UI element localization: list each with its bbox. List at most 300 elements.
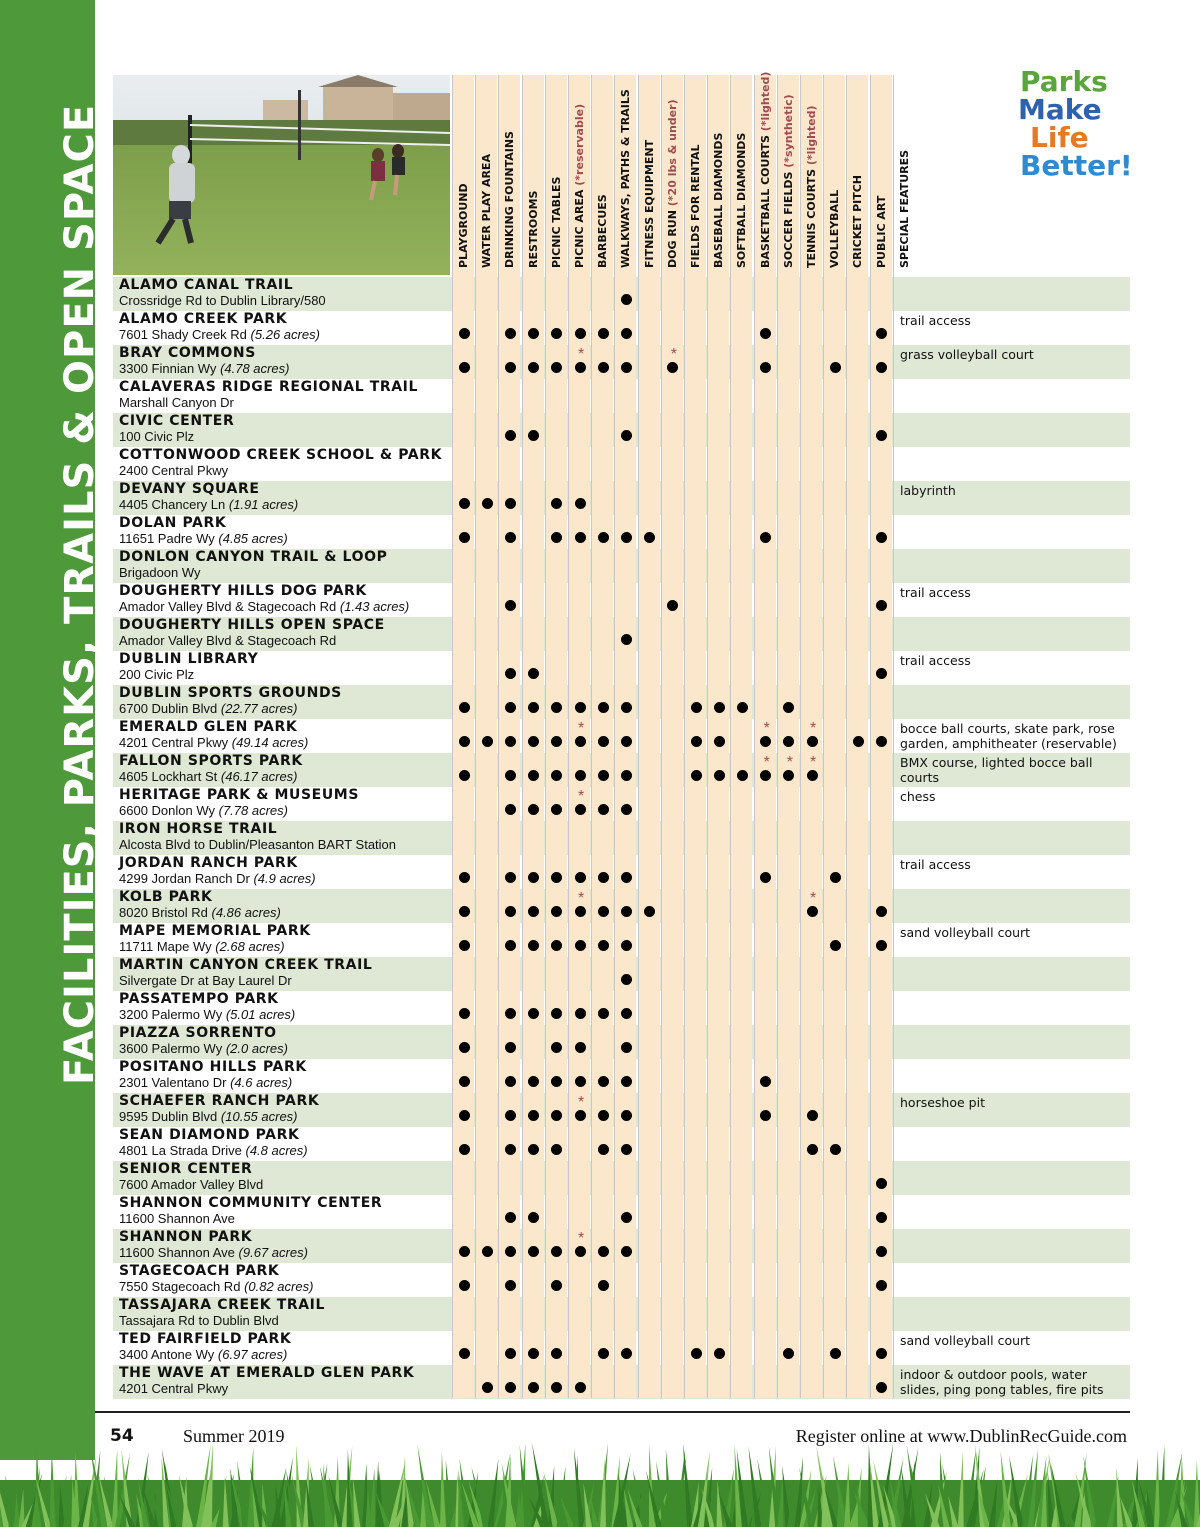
amenity-dot	[691, 770, 702, 781]
park-name: STAGECOACH PARK	[119, 1263, 280, 1279]
logo-line-make: Make	[1018, 93, 1102, 126]
amenity-dot	[505, 1110, 516, 1121]
park-acreage: (4.6 acres)	[230, 1075, 293, 1090]
column-header-label: DOG RUN	[665, 210, 679, 268]
park-name: SEAN DIAMOND PARK	[119, 1127, 300, 1143]
amenity-dot	[459, 906, 470, 917]
column-header-label: FIELDS FOR RENTAL	[689, 144, 702, 268]
amenity-dot	[459, 702, 470, 713]
amenity-dot	[598, 1348, 609, 1359]
park-street: Brigadoon Wy	[119, 565, 201, 580]
park-address	[119, 634, 336, 648]
amenity-dot	[621, 1212, 632, 1223]
logo-line-better: Better!	[1020, 149, 1133, 182]
amenity-dot	[575, 770, 586, 781]
amenity-dot	[691, 702, 702, 713]
park-street: 4299 Jordan Ranch Dr	[119, 871, 250, 886]
park-name: SCHAEFER RANCH PARK	[119, 1093, 320, 1109]
amenity-dot	[505, 906, 516, 917]
park-name: ALAMO CREEK PARK	[119, 311, 288, 327]
park-name: DEVANY SQUARE	[119, 481, 260, 497]
amenity-dot	[621, 940, 632, 951]
column-header-label: SOCCER FIELDS	[781, 171, 795, 268]
amenity-dot	[621, 770, 632, 781]
amenity-dot	[575, 498, 586, 509]
park-address	[119, 1042, 288, 1056]
amenity-dot	[621, 702, 632, 713]
amenity-dot	[598, 532, 609, 543]
amenity-dot	[691, 736, 702, 747]
amenity-dot	[505, 328, 516, 339]
column-stripe	[662, 75, 683, 1398]
column-stripe	[731, 75, 752, 1398]
amenity-dot	[598, 872, 609, 883]
park-street: 6600 Donlon Wy	[119, 803, 215, 818]
park-acreage: (5.01 acres)	[225, 1007, 296, 1022]
park-address	[119, 1348, 287, 1362]
park-name: CALAVERAS RIDGE REGIONAL TRAIL	[119, 379, 419, 395]
park-acreage: (0.82 acres)	[244, 1279, 314, 1294]
amenity-dot	[459, 770, 470, 781]
amenity-dot	[598, 940, 609, 951]
park-address	[119, 1076, 292, 1090]
column-header-label: SPECIAL FEATURES	[897, 149, 911, 268]
park-address	[119, 838, 396, 852]
park-street: 11600 Shannon Ave	[119, 1245, 235, 1260]
column-stripe	[824, 75, 845, 1398]
special-feature: chess	[900, 789, 936, 804]
amenity-dot	[691, 1348, 702, 1359]
park-address	[119, 464, 228, 478]
column-divider	[545, 75, 546, 1398]
amenity-dot	[575, 328, 586, 339]
park-name: POSITANO HILLS PARK	[119, 1059, 307, 1075]
amenity-dot	[505, 668, 516, 679]
park-address	[119, 294, 326, 308]
park-street: 11711 Mape Wy	[119, 939, 212, 954]
amenity-dot	[621, 906, 632, 917]
park-name: CIVIC CENTER	[119, 413, 235, 429]
amenity-dot	[575, 1382, 586, 1393]
column-divider	[638, 75, 639, 1398]
amenity-dot	[459, 872, 470, 883]
amenity-dot	[459, 940, 470, 951]
amenity-dot	[714, 736, 725, 747]
amenity-dot	[598, 736, 609, 747]
park-name: PASSATEMPO PARK	[119, 991, 279, 1007]
park-acreage: (2.68 acres)	[215, 939, 285, 954]
column-header-label: WALKWAYS, PATHS & TRAILS	[619, 89, 633, 268]
amenity-dot	[575, 1076, 586, 1087]
park-street: 4201 Central Pkwy	[119, 1381, 229, 1396]
grass-border	[0, 1440, 1200, 1527]
park-address	[119, 362, 289, 376]
amenity-dot	[459, 1110, 470, 1121]
park-name: SHANNON PARK	[119, 1229, 253, 1245]
amenity-dot	[807, 770, 818, 781]
amenity-dot	[575, 1008, 586, 1019]
amenity-dot	[505, 702, 516, 713]
park-address	[119, 736, 308, 750]
amenity-dot	[598, 1246, 609, 1257]
park-street: Crossridge Rd to Dublin Library/580	[119, 293, 326, 308]
asterisk-mark: *	[763, 754, 770, 771]
amenity-dot	[575, 872, 586, 883]
park-address	[119, 872, 316, 886]
park-name: IRON HORSE TRAIL	[119, 821, 278, 837]
park-street: 3300 Finnian Wy	[119, 361, 217, 376]
park-street: Tassajara Rd to Dublin Blvd	[119, 1313, 279, 1328]
park-street: 7601 Shady Creek Rd	[119, 327, 247, 342]
column-header-label: DRINKING FOUNTAINS	[503, 131, 517, 268]
asterisk-mark: *	[578, 346, 585, 363]
logo-line-life: Life	[1030, 121, 1089, 154]
amenity-dot	[621, 1246, 632, 1257]
column-stripe	[639, 75, 660, 1398]
park-name: TED FAIRFIELD PARK	[119, 1331, 292, 1347]
park-address	[119, 1110, 298, 1124]
park-address	[119, 396, 234, 410]
section-title: FACILITIES, PARKS, TRAILS & OPEN SPACE	[57, 103, 103, 1085]
amenity-dot	[505, 600, 516, 611]
column-header-label: SOFTBALL DIAMONDS	[735, 132, 749, 268]
page-number: 54	[110, 1426, 134, 1446]
park-street: 9595 Dublin Blvd	[119, 1109, 218, 1124]
column-divider	[614, 75, 615, 1398]
logo-line-parks: Parks	[1020, 65, 1108, 98]
park-acreage: (5.26 acres)	[250, 327, 320, 342]
park-name: DONLON CANYON TRAIL & LOOP	[119, 549, 388, 565]
park-name: FALLON SPORTS PARK	[119, 753, 303, 769]
amenity-dot	[505, 1280, 516, 1291]
amenity-dot	[459, 736, 470, 747]
amenity-dot	[575, 736, 586, 747]
park-acreage: (9.67 acres)	[238, 1245, 308, 1260]
column-header-note: (*synthetic)	[781, 94, 795, 172]
park-acreage: (46.17 acres)	[220, 769, 298, 784]
park-street: Marshall Canyon Dr	[119, 395, 234, 410]
amenity-dot	[575, 702, 586, 713]
amenity-dot	[575, 804, 586, 815]
amenity-dot	[598, 328, 609, 339]
column-divider	[475, 75, 476, 1398]
amenity-dot	[505, 1246, 516, 1257]
asterisk-mark: *	[810, 720, 817, 737]
park-street: 7550 Stagecoach Rd	[119, 1279, 241, 1294]
amenity-dot	[505, 736, 516, 747]
asterisk-mark: *	[578, 1094, 585, 1111]
column-header-note: (*lighted)	[805, 105, 818, 169]
column-header-label: VOLLEYBALL	[828, 189, 842, 268]
amenity-dot	[714, 1348, 725, 1359]
column-divider	[522, 75, 523, 1398]
amenity-dot	[621, 872, 632, 883]
column-divider	[870, 75, 871, 1398]
column-header-note: (*lighted)	[758, 71, 772, 136]
amenity-dot	[621, 974, 632, 985]
park-name: DUBLIN LIBRARY	[119, 651, 259, 667]
park-name: THE WAVE AT EMERALD GLEN PARK	[119, 1365, 415, 1381]
park-street: 6700 Dublin Blvd	[119, 701, 218, 716]
amenity-dot	[598, 1144, 609, 1155]
column-divider	[684, 75, 685, 1398]
asterisk-mark: *	[810, 890, 817, 907]
amenity-dot	[807, 906, 818, 917]
park-name: COTTONWOOD CREEK SCHOOL & PARK	[119, 447, 443, 463]
amenity-dot	[505, 532, 516, 543]
column-header-label: BASEBALL DIAMONDS	[712, 132, 726, 268]
amenity-dot	[621, 430, 632, 441]
amenity-dot	[621, 736, 632, 747]
amenity-dot	[737, 702, 748, 713]
park-street: 3600 Palermo Wy	[119, 1041, 223, 1056]
park-address	[119, 600, 409, 614]
park-name: JORDAN RANCH PARK	[119, 855, 298, 871]
park-name: ALAMO CANAL TRAIL	[119, 277, 294, 293]
amenity-dot	[621, 1110, 632, 1121]
amenity-dot	[830, 1348, 841, 1359]
park-street: 4605 Lockhart St	[119, 769, 218, 784]
park-name: HERITAGE PARK & MUSEUMS	[119, 787, 360, 803]
park-acreage: (4.78 acres)	[220, 361, 290, 376]
park-address	[119, 1246, 308, 1260]
park-street: Amador Valley Blvd & Stagecoach Rd	[119, 599, 337, 614]
park-address	[119, 906, 281, 920]
special-feature: sand volleyball court	[900, 1333, 1031, 1348]
column-header-label: BASKETBALL COURTS	[758, 135, 772, 268]
column-divider	[452, 75, 453, 1398]
asterisk-mark: *	[670, 346, 678, 363]
park-name: MAPE MEMORIAL PARK	[119, 923, 311, 939]
park-street: 3400 Antone Wy	[119, 1347, 215, 1362]
column-divider	[800, 75, 801, 1398]
amenity-dot	[459, 1144, 470, 1155]
amenity-dot	[459, 1076, 470, 1087]
column-divider	[730, 75, 731, 1398]
amenity-dot	[505, 1076, 516, 1087]
park-acreage: (22.77 acres)	[220, 701, 298, 716]
amenity-dot	[598, 1076, 609, 1087]
asterisk-mark: *	[810, 754, 817, 771]
park-address	[119, 1314, 279, 1328]
park-address	[119, 328, 320, 342]
season-label: Summer 2019	[183, 1426, 285, 1446]
asterisk-mark: *	[578, 890, 585, 907]
column-divider	[846, 75, 847, 1398]
park-address	[119, 430, 194, 444]
park-address	[119, 702, 298, 716]
amenity-dot	[575, 532, 586, 543]
amenity-dot	[505, 1144, 516, 1155]
column-divider	[498, 75, 499, 1398]
amenity-dot	[505, 1008, 516, 1019]
asterisk-mark: *	[578, 788, 585, 805]
column-header-label: RESTROOMS	[526, 190, 540, 268]
amenity-dot	[598, 362, 609, 373]
asterisk-mark: *	[763, 720, 770, 737]
register-link-text: Register online at www.DublinRecGuide.com	[795, 1426, 1127, 1446]
amenity-dot	[505, 1042, 516, 1053]
amenity-dot	[621, 532, 632, 543]
park-name: TASSAJARA CREEK TRAIL	[119, 1297, 326, 1313]
park-name: DOUGHERTY HILLS DOG PARK	[119, 583, 367, 599]
amenity-dot	[598, 1110, 609, 1121]
special-feature: indoor & outdoor pools, water slides, ping pong tables, fire pits	[900, 1367, 1104, 1397]
amenity-dot	[505, 1382, 516, 1393]
park-acreage: (1.91 acres)	[228, 497, 299, 512]
park-address	[119, 1178, 263, 1192]
amenity-dot	[482, 498, 493, 509]
amenity-dot	[575, 906, 586, 917]
column-header-label: FITNESS EQUIPMENT	[642, 139, 656, 268]
amenity-dot	[505, 362, 516, 373]
special-feature: trail access	[900, 653, 971, 668]
park-name: BRAY COMMONS	[119, 345, 256, 361]
column-divider	[893, 75, 894, 1398]
special-feature: bocce ball courts, skate park, rose garden, amphitheater (reservable)	[900, 721, 1117, 751]
park-address	[119, 940, 285, 954]
park-acreage: (2.0 acres)	[225, 1041, 288, 1056]
amenity-dot	[807, 1110, 818, 1121]
footer-rule	[95, 1411, 1130, 1413]
amenity-dot	[598, 702, 609, 713]
column-divider	[591, 75, 592, 1398]
column-header-label: PLAYGROUND	[457, 183, 470, 268]
amenity-dot	[621, 1144, 632, 1155]
amenity-dot	[459, 1008, 470, 1019]
column-header-label: PUBLIC ART	[874, 195, 888, 268]
amenity-dot	[575, 1246, 586, 1257]
park-street: 11651 Padre Wy	[119, 531, 215, 546]
amenity-dot	[621, 1042, 632, 1053]
park-street: 4201 Central Pkwy	[119, 735, 229, 750]
park-address	[119, 668, 194, 682]
park-street: 100 Civic Plz	[119, 429, 195, 444]
amenity-dot	[459, 1280, 470, 1291]
asterisk-mark: *	[578, 1230, 585, 1247]
special-feature: sand volleyball court	[900, 925, 1031, 940]
amenity-dot	[505, 1212, 516, 1223]
column-divider	[754, 75, 755, 1398]
special-feature: trail access	[900, 585, 971, 600]
amenity-dot	[459, 362, 470, 373]
amenity-dot	[482, 736, 493, 747]
park-street: Amador Valley Blvd & Stagecoach Rd	[119, 633, 337, 648]
amenity-dot	[737, 770, 748, 781]
special-feature: horseshoe pit	[900, 1095, 985, 1110]
amenity-dot	[575, 1110, 586, 1121]
amenity-dot	[505, 940, 516, 951]
amenity-dot	[459, 1042, 470, 1053]
amenity-dot	[575, 362, 586, 373]
amenity-dot	[459, 532, 470, 543]
amenity-dot	[621, 1008, 632, 1019]
park-street: 11600 Shannon Ave	[119, 1211, 235, 1226]
amenity-dot	[505, 804, 516, 815]
park-address	[119, 1280, 313, 1294]
special-feature: BMX course, lighted bocce ball courts	[900, 755, 1093, 785]
amenity-dot	[459, 328, 470, 339]
amenity-dot	[807, 1144, 818, 1155]
park-acreage: (4.86 acres)	[211, 905, 281, 920]
special-feature: labyrinth	[900, 483, 956, 498]
amenity-dot	[482, 1382, 493, 1393]
park-address	[119, 1382, 228, 1396]
amenity-dot	[830, 872, 841, 883]
column-header-label: PICNIC AREA	[573, 189, 586, 268]
park-street: 3200 Palermo Wy	[119, 1007, 223, 1022]
park-street: 4801 La Strada Drive	[119, 1143, 242, 1158]
column-header-note: (*20 lbs & under)	[665, 99, 679, 211]
amenity-dot	[621, 362, 632, 373]
column-divider	[661, 75, 662, 1398]
park-street: 7600 Amador Valley Blvd	[119, 1177, 264, 1192]
park-address	[119, 498, 298, 512]
column-header-label: TENNIS COURTS	[805, 168, 818, 268]
amenity-dot	[575, 940, 586, 951]
amenity-dot	[575, 1042, 586, 1053]
amenity-dot	[853, 736, 864, 747]
amenity-dot	[598, 906, 609, 917]
park-acreage: (10.55 acres)	[220, 1109, 298, 1124]
park-name: DOLAN PARK	[119, 515, 227, 531]
amenity-dot	[459, 1246, 470, 1257]
park-address	[119, 1212, 235, 1226]
park-address	[119, 1144, 308, 1158]
amenity-dot	[598, 770, 609, 781]
park-acreage: (6.97 acres)	[217, 1347, 288, 1362]
amenity-dot	[830, 362, 841, 373]
amenity-dot	[621, 634, 632, 645]
amenity-dot	[807, 736, 818, 747]
amenity-dot	[598, 804, 609, 815]
column-divider	[568, 75, 569, 1398]
park-address	[119, 770, 298, 784]
park-name: KOLB PARK	[119, 889, 213, 905]
amenity-dot	[621, 294, 632, 305]
park-street: 2400 Central Pkwy	[119, 463, 229, 478]
park-address	[119, 974, 292, 988]
special-feature: grass volleyball court	[900, 347, 1034, 362]
amenity-dot	[621, 328, 632, 339]
park-street: 200 Civic Plz	[119, 667, 195, 682]
amenity-dot	[505, 872, 516, 883]
park-acreage: (4.9 acres)	[253, 871, 316, 886]
park-address	[119, 804, 288, 818]
park-acreage: (1.43 acres)	[339, 599, 410, 614]
amenity-dot	[830, 940, 841, 951]
amenity-dot	[714, 702, 725, 713]
column-header-label: PICNIC TABLES	[549, 176, 563, 268]
asterisk-mark: *	[578, 720, 585, 737]
amenity-dot	[621, 1348, 632, 1359]
park-name: DUBLIN SPORTS GROUNDS	[119, 685, 342, 701]
column-divider	[823, 75, 824, 1398]
park-acreage: (7.78 acres)	[218, 803, 288, 818]
park-street: Alcosta Blvd to Dublin/Pleasanton BART Station	[119, 837, 397, 852]
amenity-dot	[621, 804, 632, 815]
park-street: Silvergate Dr at Bay Laurel Dr	[119, 973, 292, 988]
amenity-dot	[505, 1348, 516, 1359]
asterisk-mark: *	[786, 754, 794, 771]
amenity-dot	[459, 1348, 470, 1359]
park-acreage: (4.8 acres)	[245, 1143, 308, 1158]
park-street: 2301 Valentano Dr	[119, 1075, 227, 1090]
amenity-dot	[505, 498, 516, 509]
amenity-dot	[505, 430, 516, 441]
amenity-dot	[505, 770, 516, 781]
park-name: SHANNON COMMUNITY CENTER	[119, 1195, 383, 1211]
